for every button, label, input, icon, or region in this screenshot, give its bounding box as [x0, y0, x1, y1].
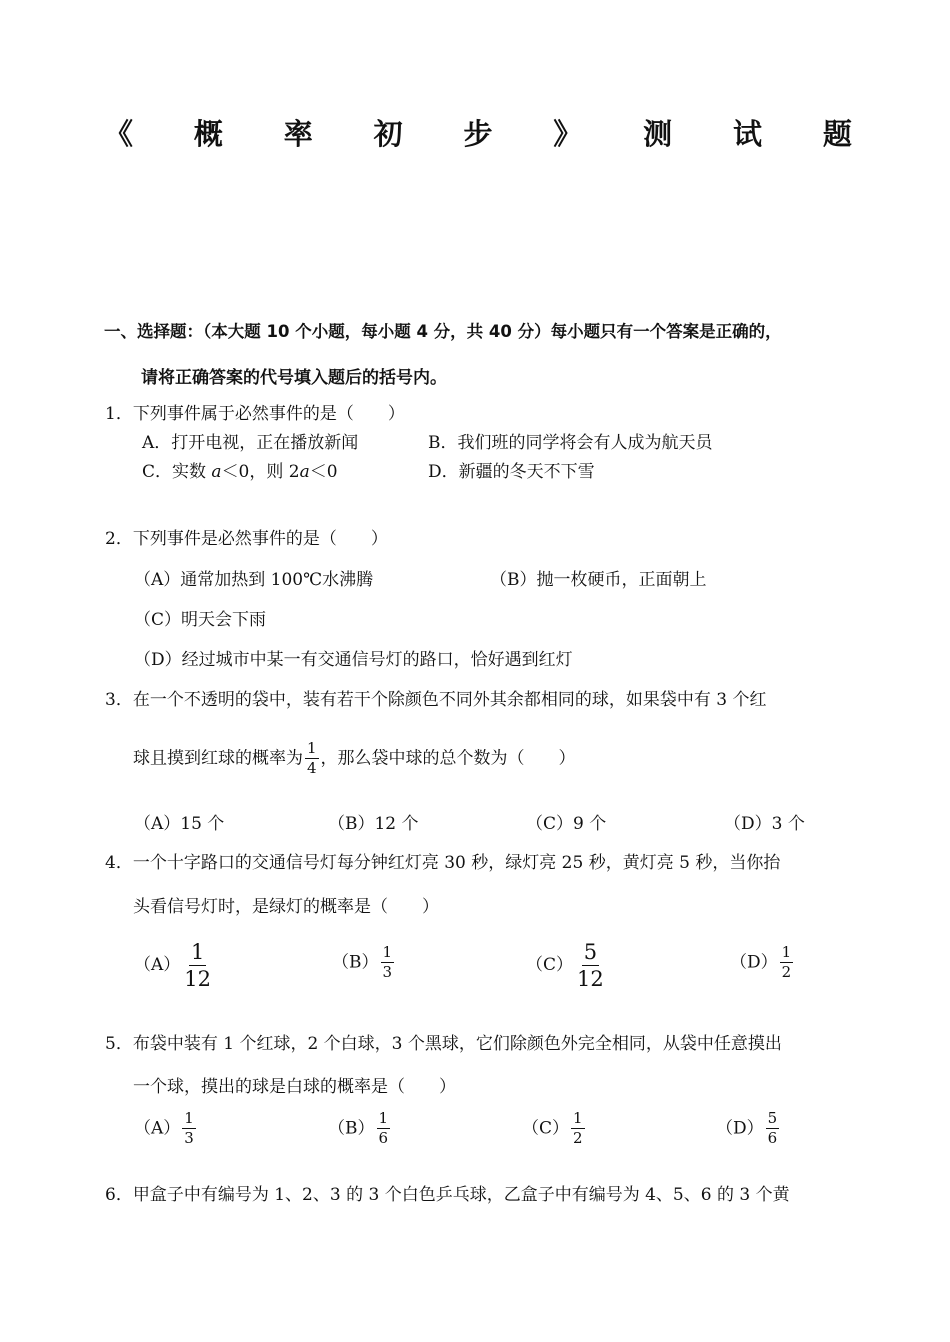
q2-option-d: （D）经过城市中某一有交通信号灯的路口，恰好遇到红灯	[134, 650, 573, 670]
q4-stem-line1: 4．一个十字路口的交通信号灯每分钟红灯亮 30 秒，绿灯亮 25 秒，黄灯亮 5 秒，当你抬	[105, 853, 781, 873]
title-char: 初	[373, 117, 403, 151]
q3-stem-line1: 3．在一个不透明的袋中，装有若干个除颜色不同外其余都相同的球，如果袋中有 3 个红	[105, 690, 767, 710]
q1-option-c: C．实数 a＜0，则 2a＜0	[142, 462, 338, 482]
q4-option-d: （D） $\frac{1}{2}$	[730, 943, 792, 982]
q3-option-a: （A）15 个	[134, 814, 225, 834]
q2-option-b: （B）抛一枚硬币，正面朝上	[490, 570, 707, 590]
q4-option-b: （B） $\frac{1}{3}$	[332, 943, 393, 982]
section-heading-line1: 一、选择题：（本大题 10 个小题，每小题 4 分，共 40 分）每小题只有一个答案是正确的，	[104, 322, 782, 341]
q5-option-d: （D） $\frac{5}{6}$	[716, 1109, 778, 1148]
q1-stem: 1．下列事件属于必然事件的是（ ）	[105, 404, 405, 424]
q4-stem-line2: 头看信号灯时，是绿灯的概率是（ ）	[133, 897, 439, 917]
title-char: 步	[463, 117, 493, 151]
fraction: $\frac{1}{4}$	[307, 739, 317, 778]
title-char: 题	[822, 117, 852, 151]
title-char: 》	[553, 117, 583, 151]
q1-option-d: D．新疆的冬天不下雪	[428, 462, 595, 482]
q4-option-c: （C） $\frac{5}{12}$	[526, 940, 604, 992]
page-title	[104, 112, 852, 153]
q6-stem-line1: 6．甲盒子中有编号为 1、2、3 的 3 个白色乒乓球，乙盒子中有编号为 4、5、6 的 3 个黄	[105, 1185, 790, 1205]
q5-option-b: （B） $\frac{1}{6}$	[328, 1109, 389, 1148]
title-char: 测	[643, 117, 673, 151]
q5-option-c: （C） $\frac{1}{2}$	[522, 1109, 583, 1148]
title-char: 率	[283, 117, 313, 151]
title-char: 试	[733, 117, 763, 151]
title-char: 《	[104, 117, 134, 151]
q4-option-a: （A） $\frac{1}{12}$	[134, 940, 212, 992]
q5-stem-line1: 5．布袋中装有 1 个红球，2 个白球，3 个黑球，它们除颜色外完全相同，从袋中任意摸出	[105, 1034, 782, 1054]
q3-option-b: （B）12 个	[328, 814, 419, 834]
q2-option-a: （A）通常加热到 100℃水沸腾	[134, 570, 374, 590]
q5-option-a: （A） $\frac{1}{3}$	[134, 1109, 194, 1148]
title-char: 概	[193, 117, 223, 151]
q2-stem: 2．下列事件是必然事件的是（ ）	[105, 529, 388, 549]
q3-option-d: （D）3 个	[724, 814, 805, 834]
section-heading-line2: 请将正确答案的代号填入题后的括号内。	[141, 368, 447, 388]
q1-option-b: B．我们班的同学将会有人成为航天员	[428, 433, 713, 453]
q1-option-a: A．打开电视，正在播放新闻	[142, 433, 359, 453]
q5-stem-line2: 一个球，摸出的球是白球的概率是（ ）	[133, 1077, 456, 1097]
q2-option-c: （C）明天会下雨	[134, 610, 267, 630]
q3-stem-line2: 球且摸到红球的概率为 $\frac{1}{4}$ ，那么袋中球的总个数为（ ）	[133, 739, 576, 778]
q3-option-c: （C）9 个	[526, 814, 607, 834]
